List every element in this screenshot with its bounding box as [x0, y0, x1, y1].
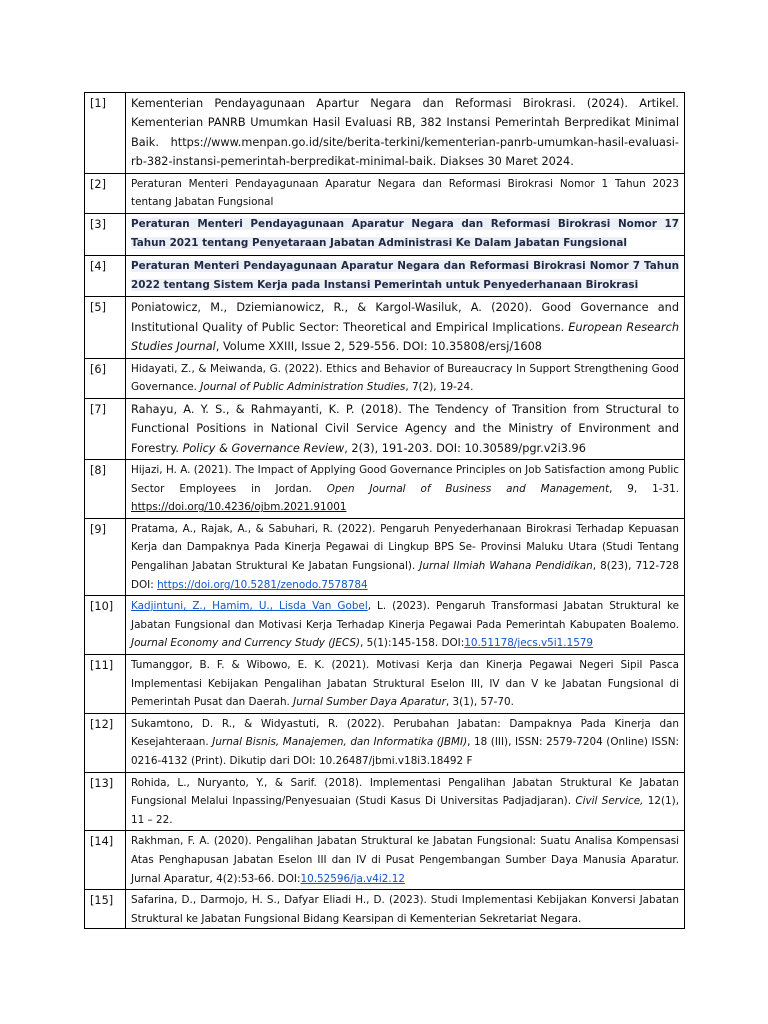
reference-row — [85, 518, 685, 595]
reference-row — [85, 831, 685, 890]
doi-link[interactable]: https://doi.org/10.4236/ojbm.2021.91001 — [131, 501, 347, 514]
reference-number: [5] — [85, 297, 126, 358]
reference-number: [9] — [85, 518, 126, 595]
reference-number: [4] — [85, 255, 126, 297]
reference-details: , Volume XXIII, Issue 2, 529-556. DOI: 10.35808/ersj/1608 — [215, 340, 542, 354]
reference-number: [14] — [85, 831, 126, 890]
reference-citation: Safarina, D., Darmojo, H. S., Dafyar Eliadi H., D. (2023). Studi Implementasi Kebijakan Konversi Jabatan Struktural ke Jabatan Fungsional Bidang Kearsipan di Kementerian Sekretariat Negara. — [131, 894, 679, 925]
reference-details: , 5(1):145-158. DOI: — [360, 637, 465, 650]
reference-details: , 8(23), 712-728 DOI: — [131, 560, 679, 591]
reference-number: [15] — [85, 890, 126, 929]
reference-citation: Sukamtono, D. R., & Widyastuti, R. (2022). Perubahan Jabatan: Dampaknya Pada Kinerja dan Kesejahteraan. — [131, 717, 679, 749]
reference-details: , 18 (III), ISSN: 2579-7204 (Online) ISSN: 0216-4132 (Print). Dikutip dari DOI: 10.26487/jbmi.v18i3.18492 F — [131, 736, 680, 767]
reference-citation: Rakhman, F. A. (2020). Pengalihan Jabatan Struktural ke Jabatan Fungsional: Suatu Analisa Kompensasi Atas Penghapusan Jabatan Eselon III dan IV di Pusat Pengembangan Sumber Daya Manusia Aparatur. Jurnal Aparatur, 4(2):53-66. DOI: — [131, 835, 679, 885]
reference-row — [85, 713, 685, 772]
reference-text — [126, 255, 685, 297]
reference-text — [126, 93, 685, 174]
reference-row — [85, 255, 685, 297]
reference-number: [8] — [85, 460, 126, 519]
reference-details: , 3(1), 57-70. — [445, 696, 514, 709]
reference-row — [85, 772, 685, 831]
references-table — [84, 92, 685, 929]
journal-title: Civil Service, — [575, 795, 644, 808]
reference-citation: Rahayu, A. Y. S., & Rahmayanti, K. P. (2018). The Tendency of Transition from Structural to Functional Positions in National Civil Service Agency and the Ministry of Environment and Forestry. — [131, 402, 679, 455]
journal-title: Journal Economy and Currency Study (JECS) — [131, 637, 361, 650]
journal-title: Jurnal Sumber Daya Aparatur — [293, 696, 446, 709]
reference-details: , 2(3), 191-203. DOI: 10.30589/pgr.v2i3.96 — [344, 441, 586, 455]
reference-text — [126, 713, 685, 772]
reference-text — [126, 358, 685, 398]
journal-title: Journal of Public Administration Studies — [200, 381, 406, 394]
reference-row — [85, 173, 685, 213]
reference-text — [126, 518, 685, 595]
reference-text — [126, 831, 685, 890]
reference-row — [85, 398, 685, 459]
reference-row — [85, 93, 685, 174]
journal-title: European Research Studies Journal — [131, 320, 679, 354]
journal-title: Jurnal Bisnis, Manajemen, dan Informatika (JBMI) — [212, 736, 468, 749]
reference-row — [85, 460, 685, 519]
reference-text — [126, 596, 685, 655]
doi-link[interactable]: https://doi.org/10.5281/zenodo.7578784 — [157, 578, 368, 591]
reference-citation: Poniatowicz, M., Dziemianowicz, R., & Kargol-Wasiluk, A. (2020). Good Governance and Institutional Quality of Public Sector: Theoretical and Empirical Implications. — [131, 301, 679, 334]
reference-number: [10] — [85, 596, 126, 655]
reference-text — [126, 398, 685, 459]
doi-link[interactable]: 10.52596/ja.v4i2.12 — [300, 872, 405, 885]
reference-text — [126, 213, 685, 255]
doi-link[interactable]: 10.51178/jecs.v5i1.1579 — [464, 637, 594, 650]
reference-citation: Pratama, A., Rajak, A., & Sabuhari, R. (2022). Pengaruh Penyederhanaan Birokrasi Terhadap Kepuasan Kerja dan Dampaknya Pada Kinerja Pegawai di Lingkup BPS Se- Provinsi Maluku Utara (Studi Tentang Pengalihan Jabatan Struktural Ke Jabatan Fungsional). — [131, 522, 679, 573]
reference-number: [1] — [85, 93, 126, 174]
reference-citation: Peraturan Menteri Pendayagunaan Aparatur Negara dan Reformasi Birokrasi Nomor 7 Tahun 2022 tentang Sistem Kerja pada Instansi Pemerintah untuk Penyederhanaan Birokrasi — [131, 259, 679, 292]
reference-citation: Hidayati, Z., & Meiwanda, G. (2022). Ethics and Behavior of Bureaucracy In Support Strengthening Good Governance. — [131, 362, 679, 394]
reference-number: [2] — [85, 173, 126, 213]
reference-text — [126, 460, 685, 519]
reference-number: [12] — [85, 713, 126, 772]
reference-text — [126, 655, 685, 714]
journal-title: Policy & Governance Review — [182, 441, 345, 455]
reference-details: , 9, 1-31. — [609, 482, 679, 495]
reference-row — [85, 655, 685, 714]
reference-citation: Peraturan Menteri Pendayagunaan Aparatur Negara dan Reformasi Birokrasi Nomor 1 Tahun 2023 tentang Jabatan Fungsional — [131, 177, 679, 209]
reference-row — [85, 213, 685, 255]
reference-citation: Rohida, L., Nuryanto, Y., & Sarif. (2018). Implementasi Pengalihan Jabatan Struktural Ke Jabatan Fungsional Melalui Inpassing/Penyesuaian (Studi Kasus Di Universitas Padjadjaran). — [131, 776, 679, 808]
reference-citation: Tumanggor, B. F. & Wibowo, E. K. (2021). Motivasi Kerja dan Kinerja Pegawai Negeri Sipil Pasca Implementasi Kebijakan Pengalihan Jabatan Struktural Eselon III, IV dan V ke Jabatan Fungsional di Pemerintah Pusat dan Daerah. — [131, 659, 679, 709]
author-link[interactable]: Kadjintuni, Z., Hamim, U., Lisda Van Gobel — [131, 600, 368, 613]
reference-text — [126, 173, 685, 213]
reference-number: [7] — [85, 398, 126, 459]
reference-row — [85, 297, 685, 358]
reference-number: [3] — [85, 213, 126, 255]
reference-text — [126, 772, 685, 831]
reference-row — [85, 890, 685, 929]
reference-number: [11] — [85, 655, 126, 714]
reference-text — [126, 890, 685, 929]
reference-number: [6] — [85, 358, 126, 398]
reference-citation: , L. (2023). Pengaruh Transformasi Jabatan Struktural ke Jabatan Fungsional dan Motivasi Kerja Terhadap Kinerja Pegawai Pada Pemerintah Kabupaten Boalemo. — [131, 600, 679, 631]
journal-title: Jurnal Ilmiah Wahana Pendidikan — [419, 560, 593, 573]
reference-row — [85, 596, 685, 655]
reference-number: [13] — [85, 772, 126, 831]
reference-citation: Kementerian Pendayagunaan Apartur Negara dan Reformasi Birokrasi. (2024). Artikel. Kementerian PANRB Umumkan Hasil Evaluasi RB, 382 Instansi Pemerintah Berpredikat Minimal Baik. https://www.menpan.go.id/site/berita-terkini/kementerian-panrb-umumkan-hasil-evaluasi-rb-382-instansi-pemerintah-berpredikat-minimal-baik. Diakses 30 Maret 2024. — [131, 97, 679, 169]
reference-citation: Hijazi, H. A. (2021). The Impact of Applying Good Governance Principles on Job Satisfaction among Public Sector Employees in Jordan. — [131, 464, 679, 495]
reference-citation: Peraturan Menteri Pendayagunaan Aparatur Negara dan Reformasi Birokrasi Nomor 17 Tahun 2021 tentang Penyetaraan Jabatan Administrasi Ke Dalam Jabatan Fungsional — [131, 217, 679, 250]
journal-title: Open Journal of Business and Management — [326, 482, 610, 495]
reference-text — [126, 297, 685, 358]
reference-details: 12(1), 11 – 22. — [131, 795, 680, 826]
references-table-body — [85, 93, 685, 929]
reference-details: , 7(2), 19-24. — [405, 381, 474, 394]
reference-row — [85, 358, 685, 398]
